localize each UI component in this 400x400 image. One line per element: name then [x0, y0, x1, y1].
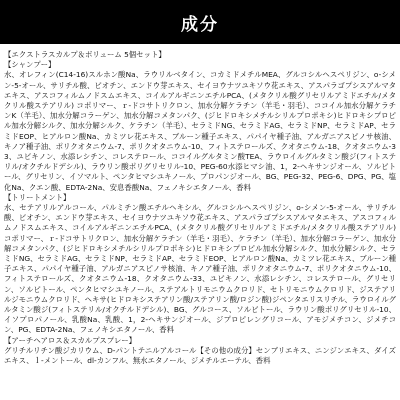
section-label-scalp-spray: 【アーチヘアロス＆スカルプスプレー】 [4, 335, 136, 345]
section-text-scalp-spray: グリチルリチン酸ジカリウム、D-パントテニルアルコール【その他の成分】センブリエキス、ニンジンエキス、ダイズエキス、ｌ-メントール、dl-カンフル、無水エタノール、ジメチルエーテル、香料 [4, 345, 396, 366]
ingredients-panel [0, 44, 400, 366]
page-header [0, 0, 400, 44]
section-text-shampoo: 水、オレフィン(C14-16)スルホン酸Na、ラウリルベタイン、コカミドメチルMEA、グルコシルヘスペリジン、o-シメン-5-オール、サリチル酸、ビオチン、エンドウ芽エキス、セイヨウナツユキソウ花エキス、アスパラゴプシスアルマタエキス、アスコフィルムノドスムエキス、コイルアルギニンエチルPCA、(メタクリル酸グリセリルアミドエチル/メタクリル酸ステアリル) コポリマー、ｒ-ドコサトリクロン、加水分解ケラチン（羊毛・羽毛）、ココイル加水分解ケラチンK（羊毛）、加水分解コラーゲン、加水分解コメタンパク、(ジヒドロキシメチルシリルプロポキシ)ヒドロキシプロピル加水分解シルク、加水分解シルク、ケラチン（羊毛）、セラミドNG、セラミドAG、セラミドNP、セラミドAP、セラミドEOP、ヒアルロン酸Na、カミツレ花エキス、ブルーン種子エキス、パパイヤ種子油、アルガニアスピノサ核油、キノア種子油、ポリクオタニウム-7、ポリクオタニウム-10、フィトステロールズ、クオタニウム-18、クオタニウム-33、ユビキノン、水添レシチン、コレステロール、ココイルグルタミン酸TEA、ラウロイルグルタミン酸ジ(フィトステリル/オクチルドデシル)、ラウリン酸ポリグリセリル-10、PEG-60水添ヒマシ油、1，2-ヘキサンジオール、ソルビトール、グリセリン、イソマルト、ペンタヒマシユキノール、プロパンジオール、BG、PEG-32、PEG-6、DPG、PG、塩化Na、クエン酸、EDTA-2Na、安息香酸Na、フェノキシエタノール、香料 [4, 70, 396, 192]
set-title: 【エクストラスカルプ＆ボリューム 5個セット】 [4, 50, 166, 59]
page-title: 成分 [181, 14, 219, 35]
section-label-shampoo: 【シャンプー】 [4, 60, 56, 70]
section-text-treatment: 水、セテアリルアルコール、パルミチン酸エチルヘキシル、グルコシルヘスペリジン、o-シメン-5-オール、サリチル酸、ビオチン、エンドウ芽エキス、セイヨウナツユキソウ花エキス、アスパラゴプシスアルマタエキス、アスコフィルムノドスムエキス、コイルアルギニンエチルPCA、(メタクリル酸グリセリルアミドエチル/メタクリル酸ステアリル) コポリマー、ｒ-ドコサトリクロン、加水分解ケラチン（羊毛・羽毛）、ケラチン（羊毛）、加水分解コラーゲン、加水分解コメタンパク、(ジヒドロキシメチルシリルプロポキシ)ヒドロキシプロピル加水分解シルク、加水分解シルク、セラミドNG、セラミドAG、セラミドNP、セラミドAP、セラミドEOP、ヒアルロン酸Na、カミツレ花エキス、ブルーン種子エキス、パパイヤ種子油、アルガニアスピノサ核油、キノア種子油、ポリクオタニウム-7、ポリクオタニウム-10、フィトステロールズ、クオタニウム-18、クオタニウム-33、ユビキノン、水添レシチン、コレステロール、グリセリン、ソルビトール、ペンタヒマシユキノール、ステアルトリモニウムクロリド、セトリモニウムクロリド、ジステアリルジモニウムクロリド、ヘキサ(ヒドロキシステアリン酸/ステアリン酸/ロジン酸)ジペンタエリスリチル、ラウロイルグルタミン酸ジ(フィトステリル/オクチルドデシル)、BG、グルコース、ソルビトール、ラウリン酸ポリグリセリル-10、イソプロパノール、乳酸Na、乳酸、1，2-ヘキサンジオール、ジプロピレングリコール、アモジメチコン、ジメチコン、PG、EDTA-2Na、フェノキシエタノール、香料 [4, 203, 396, 335]
section-label-treatment: 【トリートメント】 [4, 192, 71, 202]
